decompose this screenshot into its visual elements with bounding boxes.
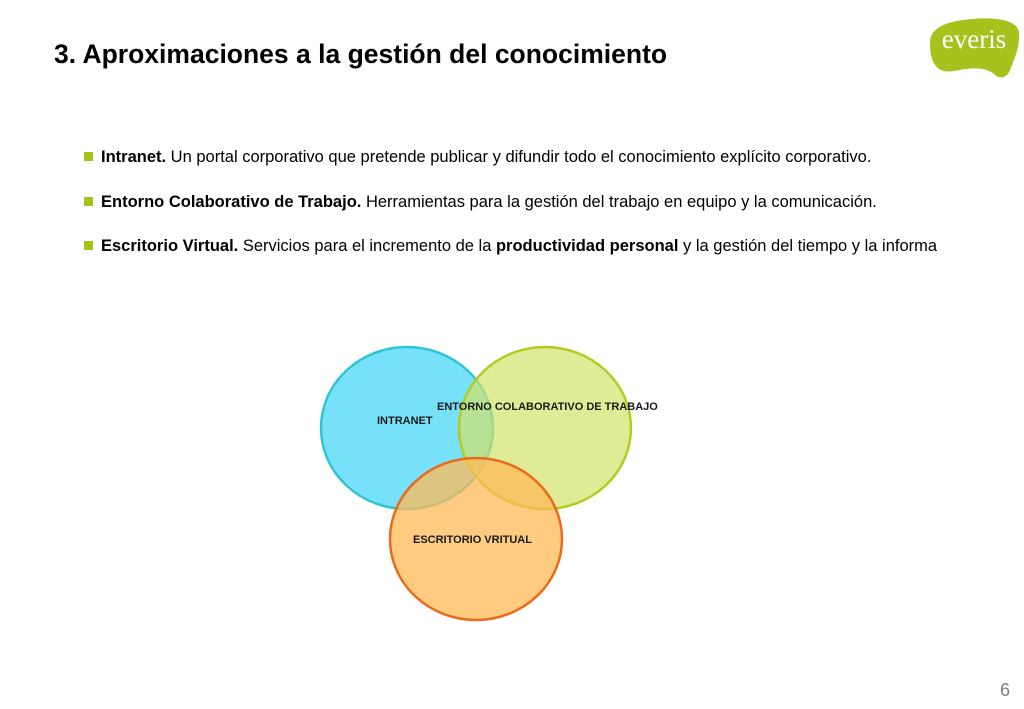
- square-bullet-icon: [84, 241, 93, 250]
- venn-label-escritorio: ESCRITORIO VRITUAL: [413, 534, 532, 546]
- bullet-text: y la gestión del tiempo y la informa: [678, 237, 938, 255]
- venn-label-entorno: ENTORNO COLABORATIVO DE TRABAJO: [437, 401, 658, 413]
- page-number: 6: [999, 680, 1010, 700]
- slide-title: 3. Aproximaciones a la gestión del conocimiento: [54, 39, 668, 69]
- bullet-text: Servicios para el incremento de la: [238, 237, 496, 255]
- bullet-term: Entorno Colaborativo de Trabajo.: [101, 192, 362, 211]
- bullet-list: [84, 144, 1024, 278]
- bullet-intranet: [84, 144, 1024, 189]
- square-bullet-icon: [84, 197, 93, 206]
- bullet-text: Herramientas para la gestión del trabajo en equipo y la comunicación.: [361, 192, 877, 211]
- bullet-term: Escritorio Virtual.: [101, 237, 239, 255]
- bullet-entorno: [84, 189, 1024, 234]
- venn-diagram: [310, 340, 690, 630]
- logo-text: everis: [941, 24, 1007, 54]
- square-bullet-icon: [84, 152, 93, 161]
- bullet-escritorio: [84, 233, 1024, 278]
- venn-label-intranet: INTRANET: [377, 415, 433, 427]
- bullet-term: Intranet.: [101, 148, 167, 166]
- bullet-text: Un portal corporativo que pretende publicar y difundir todo el conocimiento explícito corporativo.: [166, 148, 872, 166]
- bullet-emphasis: productividad personal: [495, 237, 679, 255]
- everis-logo: [924, 16, 1020, 82]
